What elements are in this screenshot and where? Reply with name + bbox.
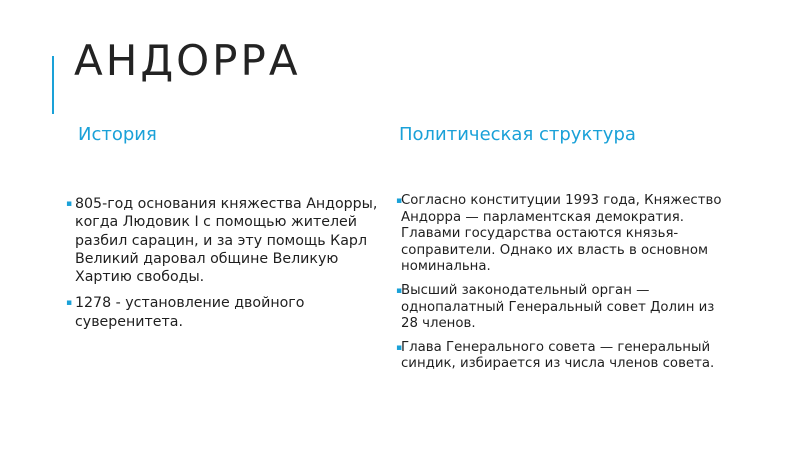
history-bullet-1 [66,195,386,286]
politics-bullet-3 [397,340,727,373]
politics-bullet-2 [397,283,727,333]
title-accent-bar [52,56,54,114]
bullet-marker-icon: ▪ [396,285,403,296]
politics-bullet-3-text: Глава Генерального совета — генеральный синдик, избирается из числа членов совета. [401,339,715,372]
politics-bullet-1-text: Согласно конституции 1993 года, Княжество Андорра — парламентская демократия. Главами государства остаются князья-соправители. Однако их власть в основном номинальна. [401,193,722,275]
bullet-marker-icon: ▪ [396,342,403,353]
history-bullet-1-text: 805-год основания княжества Андорры, когда Людовик I с помощью жителей разбил сарацин, и за эту помощь Карл Великий даровал общине Великую Хартию свободы. [75,196,378,286]
history-bullet-2-text: 1278 - установление двойного суверенитета. [75,295,305,330]
history-heading: История [78,124,157,145]
history-bullet-2 [66,294,386,331]
politics-bullet-list [397,193,727,380]
politics-heading: Политическая структура [399,124,636,145]
bullet-marker-icon: ▪ [66,199,73,209]
history-bullet-list [66,195,386,339]
politics-bullet-1 [397,193,727,276]
politics-bullet-2-text: Высший законодательный орган — однопалатный Генеральный совет Долин из 28 членов. [401,282,715,332]
bullet-marker-icon: ▪ [66,298,73,309]
bullet-marker-icon: ▪ [396,196,403,206]
slide-title: АНДОРРА [74,36,301,85]
